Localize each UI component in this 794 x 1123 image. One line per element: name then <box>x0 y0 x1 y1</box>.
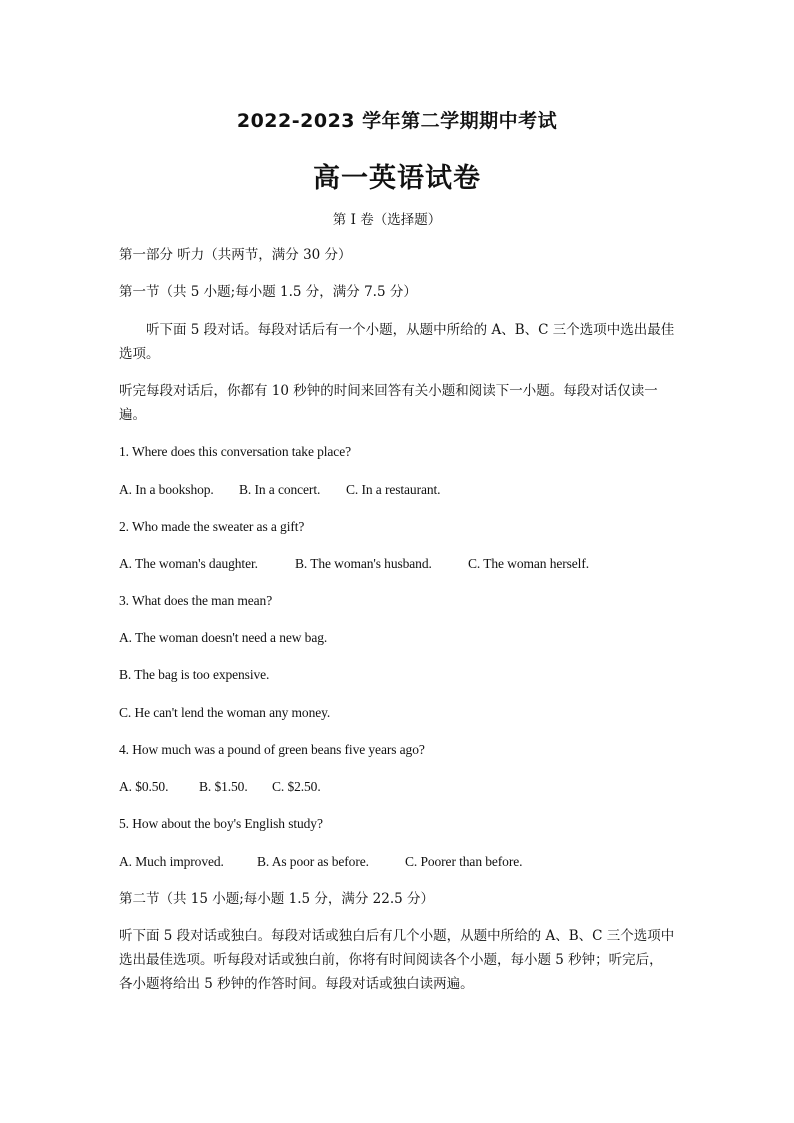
option-c: C. In a restaurant. <box>346 482 441 497</box>
exam-year-title: 2022-2023 学年第二学期期中考试 <box>236 110 558 132</box>
option-b: B. The woman's husband. <box>295 556 432 571</box>
option-c: C. The woman herself. <box>468 556 589 571</box>
question-3-stem: 3. What does the man mean? <box>119 593 273 608</box>
section2-heading: 第二节（共 15 小题;每小题 1.5 分，满分 22.5 分） <box>119 891 435 907</box>
question-1-options <box>119 481 440 499</box>
option-b: B. As poor as before. <box>257 854 369 869</box>
question-3-option-c: C. He can't lend the woman any money. <box>119 705 331 720</box>
section1-heading: 第一节（共 5 小题;每小题 1.5 分，满分 7.5 分） <box>119 284 417 300</box>
option-b: B. In a concert. <box>239 482 321 497</box>
question-2-stem: 2. Who made the sweater as a gift? <box>119 519 305 534</box>
option-a: A. $0.50. <box>119 779 169 794</box>
option-c: C. Poorer than before. <box>405 854 523 869</box>
exam-main-title: 高一英语试卷 <box>313 163 481 194</box>
volume-label: 第 I 卷（选择题） <box>332 212 442 228</box>
option-a: A. In a bookshop. <box>119 482 214 497</box>
question-5-stem: 5. How about the boy's English study? <box>119 816 323 831</box>
question-2-options <box>119 555 589 573</box>
section2-instruction: 听下面 5 段对话或独白。每段对话或独白后有几个小题，从题中所给的 A、B、C 三个选项中选出最佳选项。听每段对话或独白前，你将有时间阅读各个小题，每小题 5 秒钟；听完后，各小题将给出 5 秒钟的作答时间。每段对话或独白读两遍。 <box>119 928 675 992</box>
option-c: C. $2.50. <box>272 779 321 794</box>
part1-heading: 第一部分 听力（共两节，满分 30 分） <box>119 247 352 263</box>
question-5-options <box>119 853 522 871</box>
question-1-stem: 1. Where does this conversation take place? <box>119 444 351 459</box>
option-a: A. Much improved. <box>119 854 224 869</box>
section1-instruction-1: 听下面 5 段对话。每段对话后有一个小题，从题中所给的 A、B、C 三个选项中选出最佳选项。 <box>119 322 675 362</box>
option-a: A. The woman's daughter. <box>119 556 258 571</box>
question-3-option-a: A. The woman doesn't need a new bag. <box>119 630 328 645</box>
option-b: B. $1.50. <box>199 779 248 794</box>
question-4-stem: 4. How much was a pound of green beans five years ago? <box>119 742 425 757</box>
question-4-options <box>119 778 321 796</box>
section1-instruction-2: 听完每段对话后，你都有 10 秒钟的时间来回答有关小题和阅读下一小题。每段对话仅读一遍。 <box>119 383 658 423</box>
question-3-option-b: B. The bag is too expensive. <box>119 667 270 682</box>
